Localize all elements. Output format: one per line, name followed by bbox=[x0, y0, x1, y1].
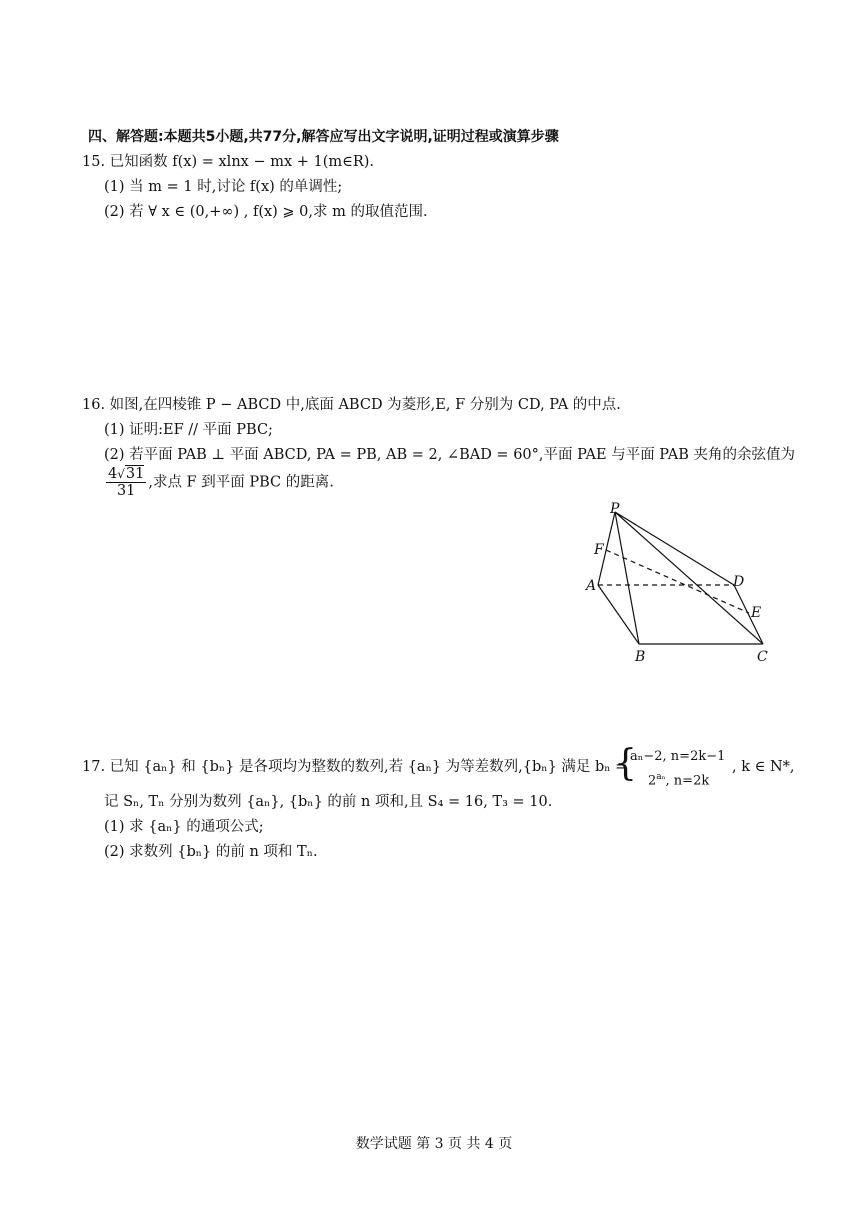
q15-part1: (1) 当 m = 1 时,讨论 f(x) 的单调性; bbox=[104, 179, 343, 195]
q16-part1: (1) 证明:EF // 平面 PBC; bbox=[104, 422, 273, 438]
fraction-radicand: 31 bbox=[125, 466, 145, 482]
q17-part2: (2) 求数列 {bₙ} 的前 n 项和 Tₙ. bbox=[104, 844, 318, 860]
piecewise-brace: { bbox=[614, 743, 637, 784]
q15-part2: (2) 若 ∀ x ∈ (0,+∞) , f(x) ⩾ 0,求 m 的取值范围. bbox=[104, 204, 428, 220]
edge-pd bbox=[615, 512, 734, 585]
q16-part2: (2) 若平面 PAB ⊥ 平面 ABCD, PA = PB, AB = 2, ∠BAD = 60°,平面 PAE 与平面 PAB 夹角的余弦值为 bbox=[104, 447, 795, 463]
q17-stem-tail: , k ∈ N*, bbox=[732, 759, 795, 775]
page-footer: 数学试题 第 3 页 共 4 页 bbox=[355, 1136, 513, 1152]
label-d: D bbox=[733, 574, 745, 590]
q16-part2-tail: ,求点 F 到平面 PBC 的距离. bbox=[148, 474, 334, 491]
edge-ab bbox=[598, 585, 639, 644]
cosine-fraction: $\frac{4√31}{31}$ bbox=[108, 466, 145, 499]
label-c: C bbox=[757, 649, 768, 665]
piecewise-case-odd: aₙ−2, n=2k−1 bbox=[630, 749, 726, 764]
label-b: B bbox=[635, 649, 646, 665]
q17-line2: 记 Sₙ, Tₙ 分别为数列 {aₙ}, {bₙ} 的前 n 项和,且 S₄ = 16, T₃ = 10. bbox=[104, 794, 553, 810]
label-f: F bbox=[594, 542, 604, 558]
piecewise-case-even: $2^{a_n}$, n=2k bbox=[648, 772, 710, 789]
fraction-denominator: 31 bbox=[116, 483, 136, 499]
q15-stem: 15. 已知函数 f(x) = xlnx − mx + 1(m∈R). bbox=[82, 154, 375, 170]
q17-stem: 17. 已知 {aₙ} 和 {bₙ} 是各项均为整数的数列,若 {aₙ} 为等差数列,{bₙ} 满足 bₙ = bbox=[82, 759, 628, 775]
q16-part2-fraction-line bbox=[104, 466, 334, 499]
label-e: E bbox=[751, 605, 762, 621]
fraction-coefficient: 4 bbox=[108, 466, 118, 482]
section-title: 四、解答题:本题共5小题,共77分,解答应写出文字说明,证明过程或演算步骤 bbox=[88, 129, 559, 145]
label-a: A bbox=[586, 578, 597, 594]
pyramid-figure bbox=[585, 500, 785, 670]
label-p: P bbox=[610, 501, 620, 517]
q16-stem: 16. 如图,在四棱锥 P − ABCD 中,底面 ABCD 为菱形,E, F 分别为 CD, PA 的中点. bbox=[82, 397, 621, 413]
q17-part1: (1) 求 {aₙ} 的通项公式; bbox=[104, 819, 264, 835]
edge-pb bbox=[615, 512, 639, 644]
